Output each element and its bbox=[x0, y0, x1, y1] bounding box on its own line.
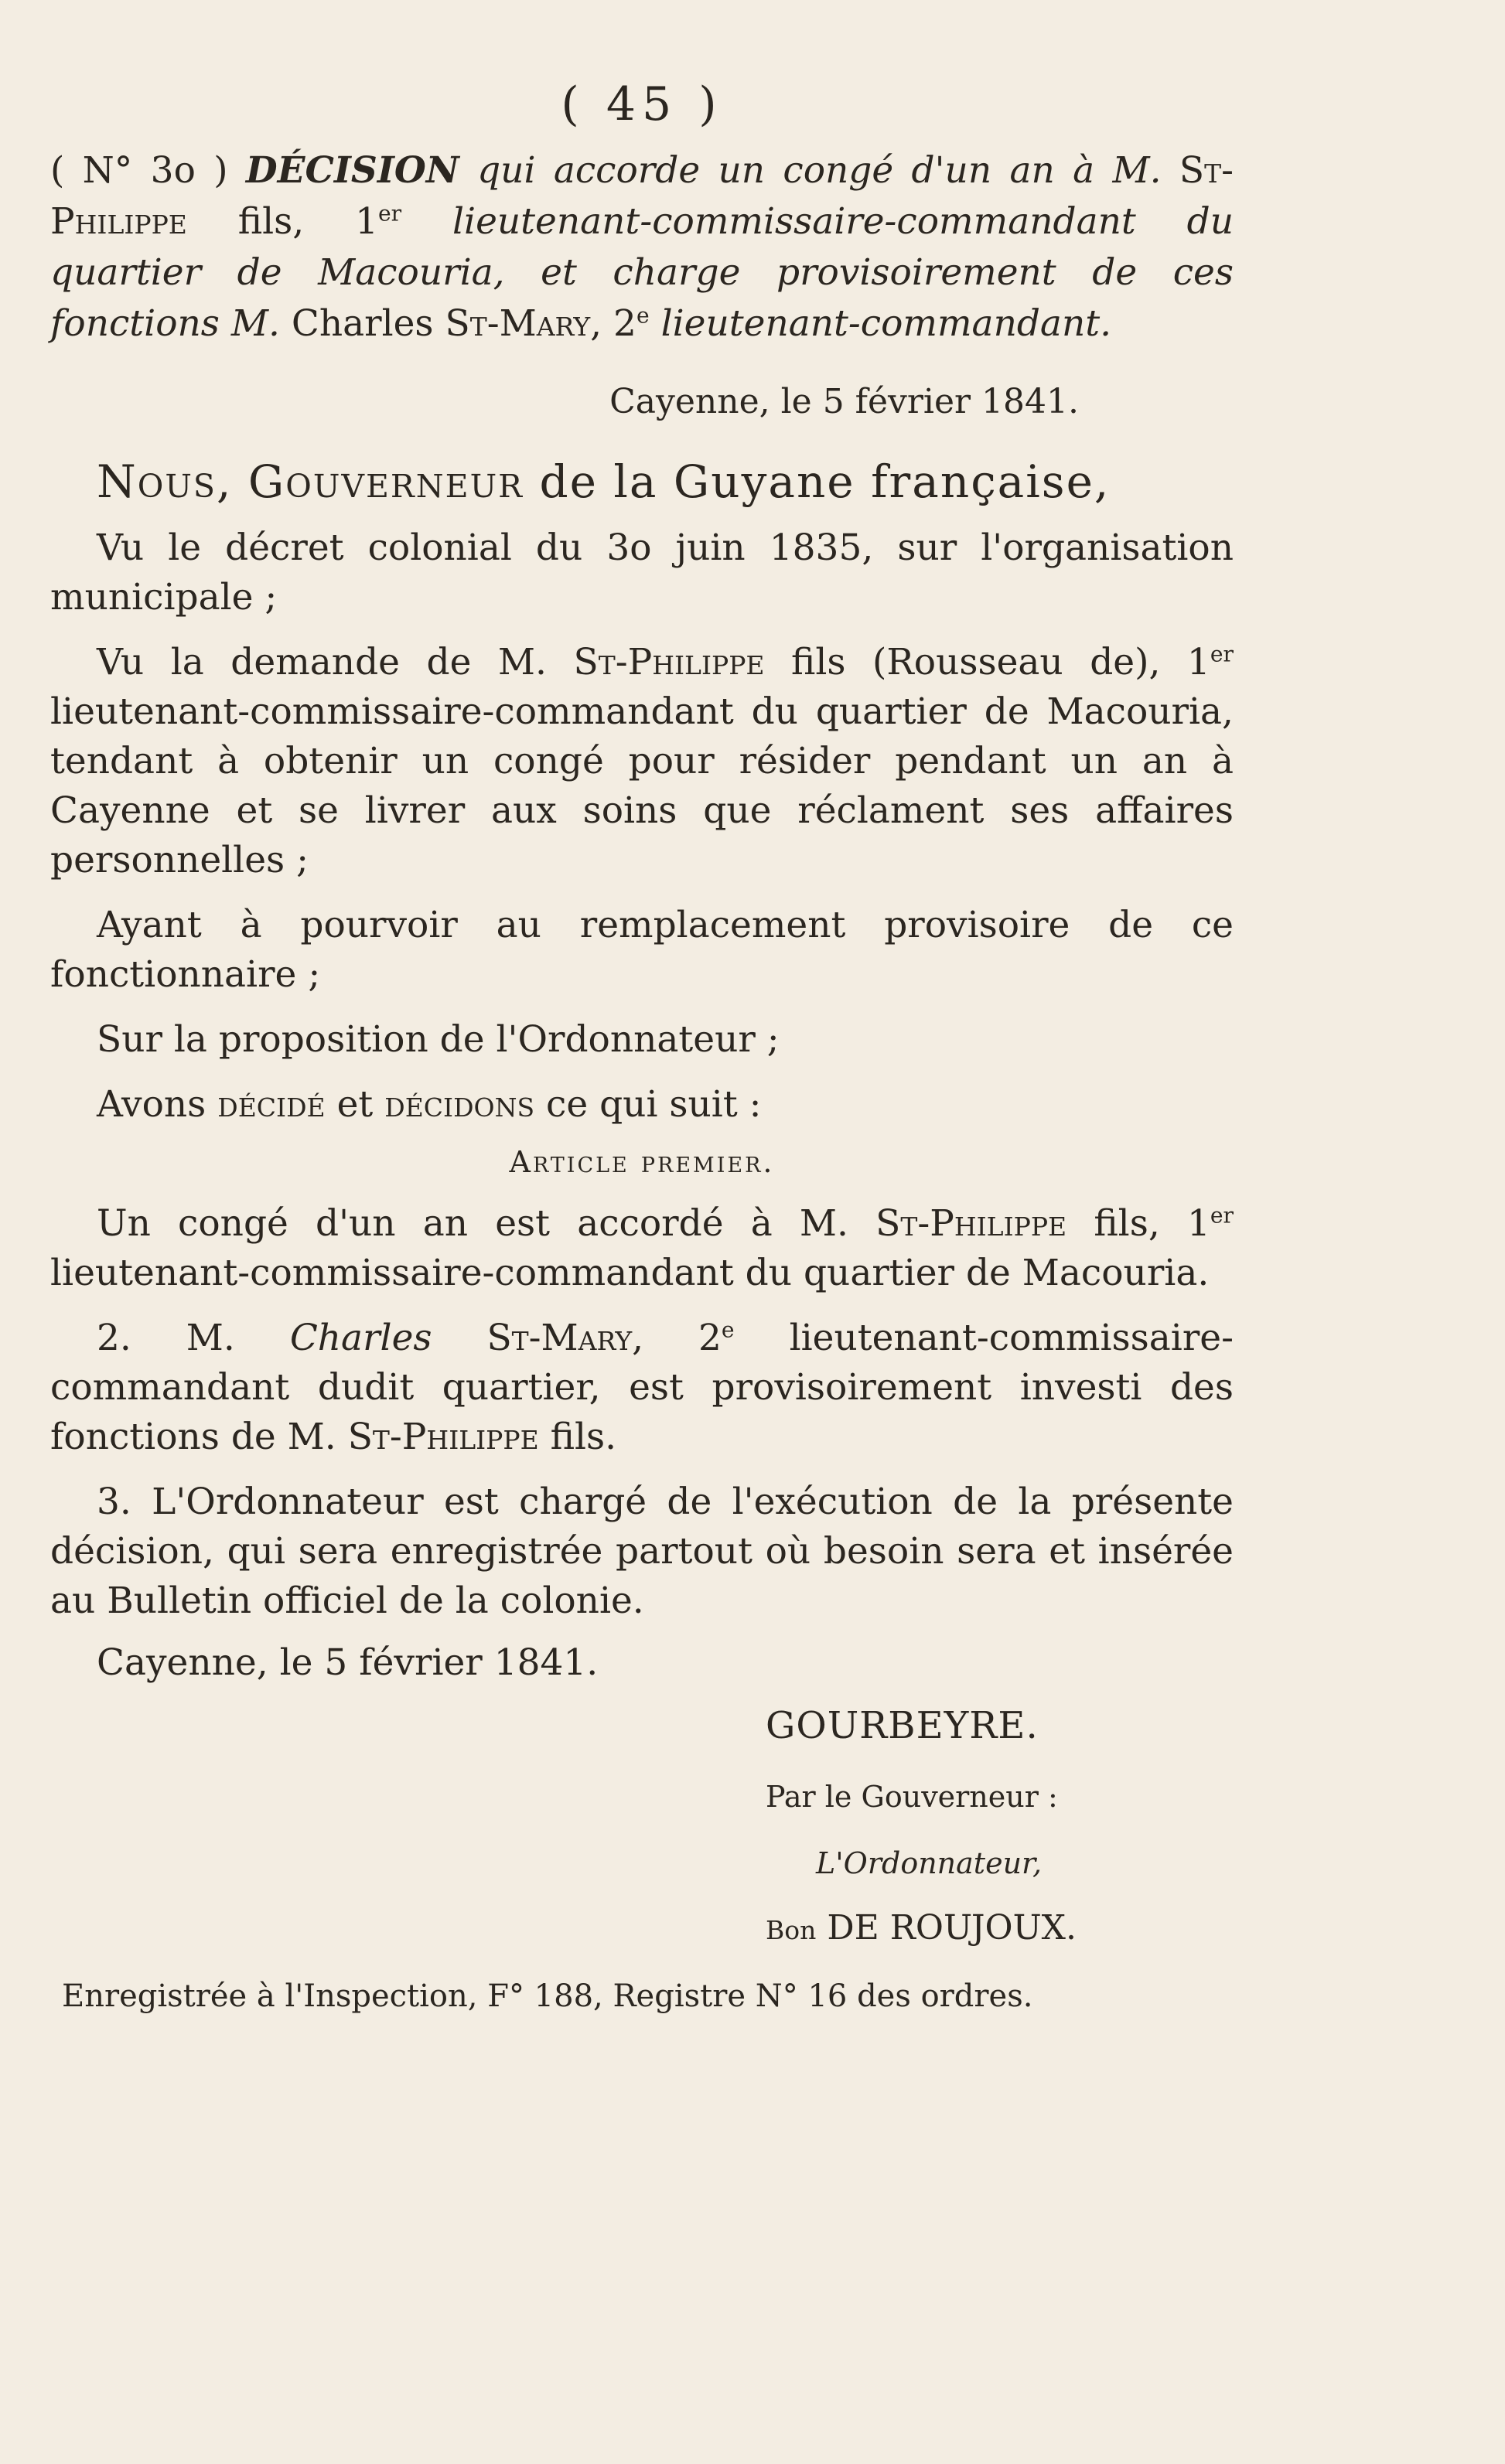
signature-roujoux bbox=[766, 1908, 1234, 1948]
article-2-text-b: , 2 bbox=[632, 1317, 722, 1359]
paragraph-avons bbox=[50, 1080, 1234, 1130]
nous-word: Nous bbox=[97, 455, 217, 508]
demande-text-b: fils (Rousseau de), 1 bbox=[791, 641, 1210, 683]
page-number: ( 45 ) bbox=[561, 77, 723, 131]
title-name-2: St-Mary bbox=[445, 302, 591, 345]
article-1-name: St-Philippe bbox=[875, 1202, 1067, 1245]
paragraph-proposition: Sur la proposition de l'Ordonnateur ; bbox=[97, 1018, 780, 1061]
article-2-name-2: St-Philippe bbox=[347, 1416, 539, 1458]
article-heading: Article premier. bbox=[509, 1145, 775, 1179]
gouverneur-word: Gouverneur bbox=[247, 455, 524, 508]
article-1-text-b: fils, 1 bbox=[1094, 1202, 1210, 1245]
et-word: et bbox=[336, 1083, 374, 1126]
title-text-2: fils, 1 bbox=[237, 200, 378, 243]
demande-text-a: Vu la demande de M. bbox=[97, 641, 547, 683]
demande-sup: er bbox=[1210, 641, 1234, 667]
decision-title bbox=[50, 145, 1234, 349]
title-sup-2: e bbox=[636, 302, 650, 329]
decide-word: décidé bbox=[217, 1083, 326, 1126]
roujoux-name: DE ROUJOUX. bbox=[827, 1908, 1077, 1948]
decidons-word: décidons bbox=[384, 1083, 535, 1126]
article-2-sup: e bbox=[721, 1317, 735, 1343]
roujoux-bon: Bon bbox=[766, 1915, 817, 1945]
decision-number: ( N° 3o ) bbox=[50, 149, 228, 192]
article-2 bbox=[50, 1314, 1234, 1462]
paragraph-decret: Vu le décret colonial du 3o juin 1835, sur l'organisation municipale ; bbox=[50, 527, 1234, 619]
paragraph-pourvoir: Ayant à pourvoir au remplacement provisoire de ce fonctionnaire ; bbox=[50, 904, 1234, 996]
title-text-1: qui accorde un congé d'un an à M. bbox=[477, 149, 1162, 192]
title-name-2-first: Charles bbox=[291, 302, 434, 345]
article-2-text-a: 2. M. bbox=[97, 1317, 235, 1359]
title-sup-1: er bbox=[377, 200, 402, 227]
dateline: Cayenne, le 5 février 1841. bbox=[609, 382, 1079, 421]
document-content bbox=[50, 77, 1234, 2014]
title-name-1: St-Philippe bbox=[50, 149, 1234, 243]
article-1-sup: er bbox=[1210, 1202, 1234, 1229]
article-3: 3. L'Ordonnateur est chargé de l'exécution de la présente décision, qui sera enregistrée partout où besoin sera et insérée au Bulletin officiel de la colonie. bbox=[50, 1481, 1234, 1622]
article-1-text-a: Un congé d'un an est accordé à M. bbox=[97, 1202, 848, 1245]
article-2-text-d: fils. bbox=[550, 1416, 617, 1458]
article-1 bbox=[50, 1199, 1234, 1298]
demande-text-c: lieutenant-commissaire-commandant du quartier de Macouria, tendant à obtenir un congé pour résider pendant un an à Cayenne et se livrer aux soins que réclament ses affaires personnelles ; bbox=[50, 690, 1234, 881]
article-2-first: Charles bbox=[289, 1317, 432, 1359]
nous-gouverneur: Nous, Gouverneur de la Guyane française, bbox=[97, 455, 1111, 508]
avons-rest: ce qui suit : bbox=[546, 1083, 762, 1126]
signature-gourbeyre: GOURBEYRE. bbox=[766, 1704, 1039, 1747]
title-text-4: , 2 bbox=[590, 302, 636, 345]
decision-word: DÉCISION bbox=[245, 149, 459, 192]
title-text-5: lieutenant-commandant. bbox=[660, 302, 1112, 345]
title-text-3: lieutenant-commissaire-commandant du quartier de Macouria, et charge provisoirement de ces fonctions M. bbox=[50, 200, 1234, 345]
ordonnateur-label: L'Ordonnateur, bbox=[816, 1846, 1043, 1880]
paragraph-demande bbox=[50, 638, 1234, 885]
avons-word: Avons bbox=[97, 1083, 206, 1126]
article-1-text-c: lieutenant-commissaire-commandant du quartier de Macouria. bbox=[50, 1252, 1210, 1294]
registration-note: Enregistrée à l'Inspection, F° 188, Registre N° 16 des ordres. bbox=[62, 1978, 1033, 2014]
by-governor: Par le Gouverneur : bbox=[766, 1780, 1058, 1814]
article-2-name: St-Mary bbox=[486, 1317, 633, 1359]
nous-rest: de la Guyane française, bbox=[539, 455, 1111, 508]
closing-date: Cayenne, le 5 février 1841. bbox=[97, 1641, 599, 1684]
demande-name: St-Philippe bbox=[573, 641, 765, 683]
article-2-text-c: lieutenant-commissaire-commandant dudit quartier, est provisoirement investi des fonctions de M. bbox=[50, 1317, 1234, 1458]
